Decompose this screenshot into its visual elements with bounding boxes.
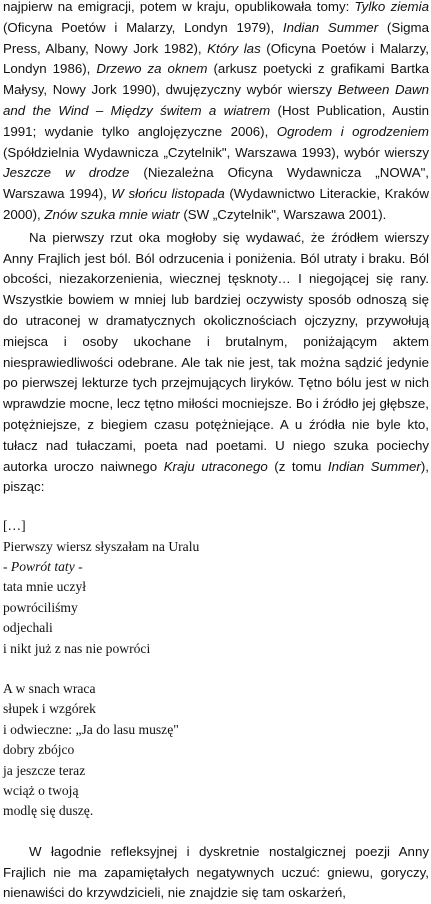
italic-title-text: Znów szuka mnie wiatr [44,206,180,222]
poem-stanza-2 [3,679,429,822]
poem-line: powróciliśmy [3,599,78,615]
stanza-gap [3,659,429,679]
poem-line: A w snach wraca [3,680,96,696]
italic-title-text: Drzewo za oknem [96,61,208,77]
italic-title-text: Indian Summer [327,458,421,474]
prose-text: (z tomu [267,458,328,474]
poem-line: tata mnie uczył [3,579,87,595]
prose-text: (Host Publication, Austin 1991; wydanie tylko anglojęzyczne 2006), [3,102,429,139]
poem-line: i nikt już z nas nie powróci [3,640,151,656]
prose-text: ), pisząc: [3,458,429,495]
poem-line: Pierwszy wiersz słyszałam na Uralu [3,538,200,554]
prose-text: (SW „Czytelnik", Warszawa 2001). [179,206,387,222]
italic-title-text: W słońcu listopada [111,186,225,202]
prose-text: (Sigma Press, Albany, Nowy Jork 1982), [3,19,430,56]
poem-line: ja jeszcze teraz [3,762,86,778]
italic-title-text: Tylko ziemia [354,0,429,14]
italic-title-text: Between Dawn and the Wind – Między świtem a wiatrem [3,82,429,118]
prose-text: (Spółdzielnia Wydawnicza „Czytelnik", Warszawa 1993), wybór wierszy [3,144,429,160]
poem-line: modlę się duszę. [3,803,94,819]
poem-line: dobry zbójco [3,742,75,758]
poem-stanza-1 [3,516,429,659]
prose-text: (Oficyna Poetów i Malarzy, Londyn 1979), [3,19,283,35]
italic-title-text: Który las [207,40,261,56]
italic-title-text: Indian Summer [282,19,379,35]
poem-line: - Powrót taty - [3,558,83,574]
prose-text: (Niezależna Oficyna Wydawnicza „NOWA", Warszawa 1994), [3,165,429,202]
poem-quote [3,516,429,822]
prose-text: (Wydawnictwo Literackie, Kraków 2000), [3,186,429,222]
paragraph-bibliography [3,0,429,226]
italic-title-text: Ogrodem i ogrodzeniem [276,123,429,139]
italic-title-text: Jeszcze w drodze [3,165,130,181]
prose-text: (arkusz poetycki z grafikami Bartka Małysy, Nowy Jork 1990), dwujęzyczny wybór wierszy [3,61,429,98]
paragraph-source-of-pain [3,228,429,498]
paragraph-reflective-poetry: W łagodnie refleksyjnej i dyskretnie nostalgicznej poezji Anny Frajlich nie ma zapamiętałych negatywnych uczuć: gniewu, goryczy, nienawiści do krzywdzicieli, nie znajdzie się tam oskarżeń, [3,843,429,901]
italic-title-text: Kraju utraconego [163,458,268,474]
poem-line: słupek i wzgórek [3,701,96,717]
poem-line: odjechali [3,620,53,636]
poem-line: […] [3,518,26,534]
poem-line: wciąż o twoją [3,783,79,798]
poem-line: i odwieczne: „Ja do lasu muszę" [3,721,179,737]
prose-text: Na pierwszy rzut oka mogłoby się wydawać, że źródłem wierszy Anny Frajlich jest ból. Ból odrzucenia i poniżenia. Ból utraty i braku. Ból obcości, niezakorzenienia, wiecznej tęsknoty… I niegojącej się rany. Wszystkie bowiem w mniej lub bardziej oczywisty sposób odnoszą się do utraconej w dramatycznych okolicznościach ojczyzny, przywołują miejsca i osoby ukochane i brutalnym, poniżającym aktem niesprawiedliwości odebrane. Ale tak nie jest, tak można sądzić jedynie po pierwszej lekturze tych przejmujących liryków. Tętno bólu jest w nich wprawdzie mocne, lecz tętno miłości mocniejsze. Bo i źródło jej głębsze, potężniejsze, z biegiem czasu potężniejące. A u źródła nie byle kto, tułacz nad tułaczami, poeta nad poetami. U niego szuka pociechy autorka uroczo naiwnego [3,229,429,474]
prose-text: (Oficyna Poetów i Malarzy, Londyn 1986), [3,40,430,77]
prose-text: najpierw na emigracji, potem w kraju, opublikowała tomy: [3,0,355,14]
